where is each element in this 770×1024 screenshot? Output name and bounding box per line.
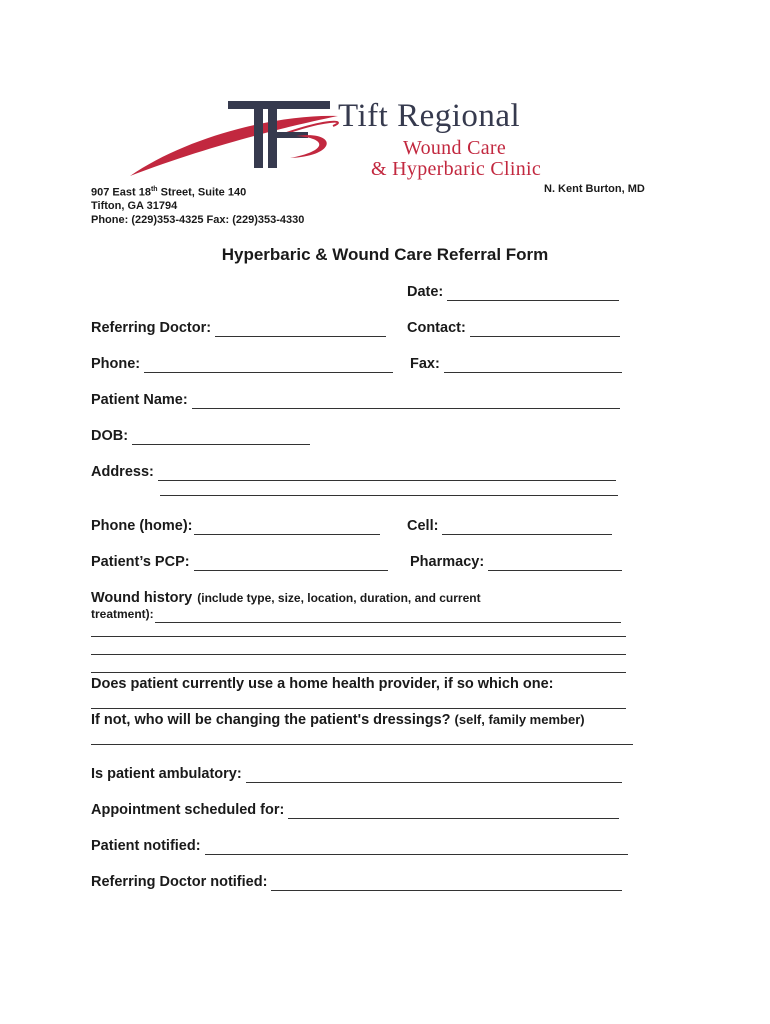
referring-notified-row bbox=[91, 874, 622, 891]
dressings-label: If not, who will be changing the patient's dressings? bbox=[91, 712, 451, 728]
dob-label: DOB: bbox=[91, 428, 129, 444]
date-row bbox=[407, 284, 619, 301]
address-line1-post: Street, Suite 140 bbox=[157, 186, 247, 199]
address-label: Address: bbox=[91, 464, 154, 480]
wound-history-field-line2[interactable] bbox=[91, 636, 626, 637]
ambulatory-row bbox=[91, 766, 622, 783]
address-field-line2[interactable] bbox=[160, 495, 618, 496]
wound-history-hint: (include type, size, location, duration, and current bbox=[197, 591, 481, 605]
address-row bbox=[91, 464, 616, 481]
date-label: Date: bbox=[407, 284, 444, 300]
clinic-address bbox=[91, 183, 304, 227]
pharmacy-label: Pharmacy: bbox=[410, 554, 485, 570]
org-name-line2: Wound Care bbox=[403, 137, 507, 159]
fax-row bbox=[410, 356, 622, 373]
address-field-line1[interactable] bbox=[158, 465, 616, 481]
form-title: Hyperbaric & Wound Care Referral Form bbox=[221, 245, 549, 264]
wound-history-field-line1[interactable] bbox=[155, 610, 621, 623]
phone-home-row bbox=[91, 518, 380, 535]
appointment-label: Appointment scheduled for: bbox=[91, 802, 285, 818]
dressings-hint: (self, family member) bbox=[454, 712, 585, 727]
pcp-label: Patient’s PCP: bbox=[91, 554, 190, 570]
referring-notified-label: Referring Doctor notified: bbox=[91, 874, 268, 890]
contact-label: Contact: bbox=[407, 320, 466, 336]
doctor-name: N. Kent Burton, MD bbox=[544, 183, 645, 195]
address-line2: Tifton, GA 31794 bbox=[91, 200, 178, 213]
ambulatory-field[interactable] bbox=[246, 767, 622, 783]
fax-field[interactable] bbox=[444, 357, 622, 373]
referring-doctor-label: Referring Doctor: bbox=[91, 320, 212, 336]
pcp-field[interactable] bbox=[194, 555, 388, 571]
address-line1-sup: th bbox=[150, 186, 158, 193]
patient-name-label: Patient Name: bbox=[91, 392, 188, 408]
patient-name-field[interactable] bbox=[192, 393, 620, 409]
home-health-row bbox=[91, 676, 554, 693]
cell-row bbox=[407, 518, 612, 535]
wound-history-field-line3[interactable] bbox=[91, 654, 626, 655]
home-health-label: Does patient currently use a home health provider, if so which one: bbox=[91, 676, 554, 692]
referring-notified-field[interactable] bbox=[271, 875, 622, 891]
ambulatory-label: Is patient ambulatory: bbox=[91, 766, 242, 782]
org-name-line3: & Hyperbaric Clinic bbox=[371, 158, 542, 180]
pcp-row bbox=[91, 554, 388, 571]
appointment-row bbox=[91, 802, 619, 819]
wound-history-hint2: treatment): bbox=[91, 607, 154, 621]
wound-history-field-line4[interactable] bbox=[91, 672, 626, 673]
referring-doctor-field[interactable] bbox=[215, 321, 386, 337]
wound-history-row bbox=[91, 590, 481, 607]
phone-home-label: Phone (home): bbox=[91, 518, 193, 534]
patient-name-row bbox=[91, 392, 620, 409]
address-line1-pre: 907 East 18 bbox=[91, 186, 151, 199]
dob-field[interactable] bbox=[132, 429, 310, 445]
org-name-line1: Tift Regional bbox=[338, 98, 521, 134]
patient-notified-field[interactable] bbox=[205, 839, 628, 855]
pharmacy-field[interactable] bbox=[488, 555, 622, 571]
wound-history-label: Wound history bbox=[91, 590, 193, 606]
phone-home-field[interactable] bbox=[194, 519, 380, 535]
contact-field[interactable] bbox=[470, 321, 620, 337]
home-health-field[interactable] bbox=[91, 708, 626, 709]
contact-row bbox=[407, 320, 620, 337]
dressings-field[interactable] bbox=[91, 744, 633, 745]
phone-row bbox=[91, 356, 393, 373]
patient-notified-row bbox=[91, 838, 628, 855]
patient-notified-label: Patient notified: bbox=[91, 838, 201, 854]
referring-doctor-row bbox=[91, 320, 386, 337]
dressings-row bbox=[91, 712, 585, 729]
appointment-field[interactable] bbox=[288, 803, 619, 819]
date-field[interactable] bbox=[447, 285, 619, 301]
cell-label: Cell: bbox=[407, 518, 439, 534]
pharmacy-row bbox=[410, 554, 622, 571]
fax-label: Fax: bbox=[410, 356, 440, 372]
phone-fax: Phone: (229)353-4325 Fax: (229)353-4330 bbox=[91, 213, 305, 226]
phone-field[interactable] bbox=[144, 357, 393, 373]
cell-field[interactable] bbox=[442, 519, 612, 535]
dob-row bbox=[91, 428, 310, 445]
phone-label: Phone: bbox=[91, 356, 141, 372]
wound-history-treatment-row bbox=[91, 606, 621, 623]
